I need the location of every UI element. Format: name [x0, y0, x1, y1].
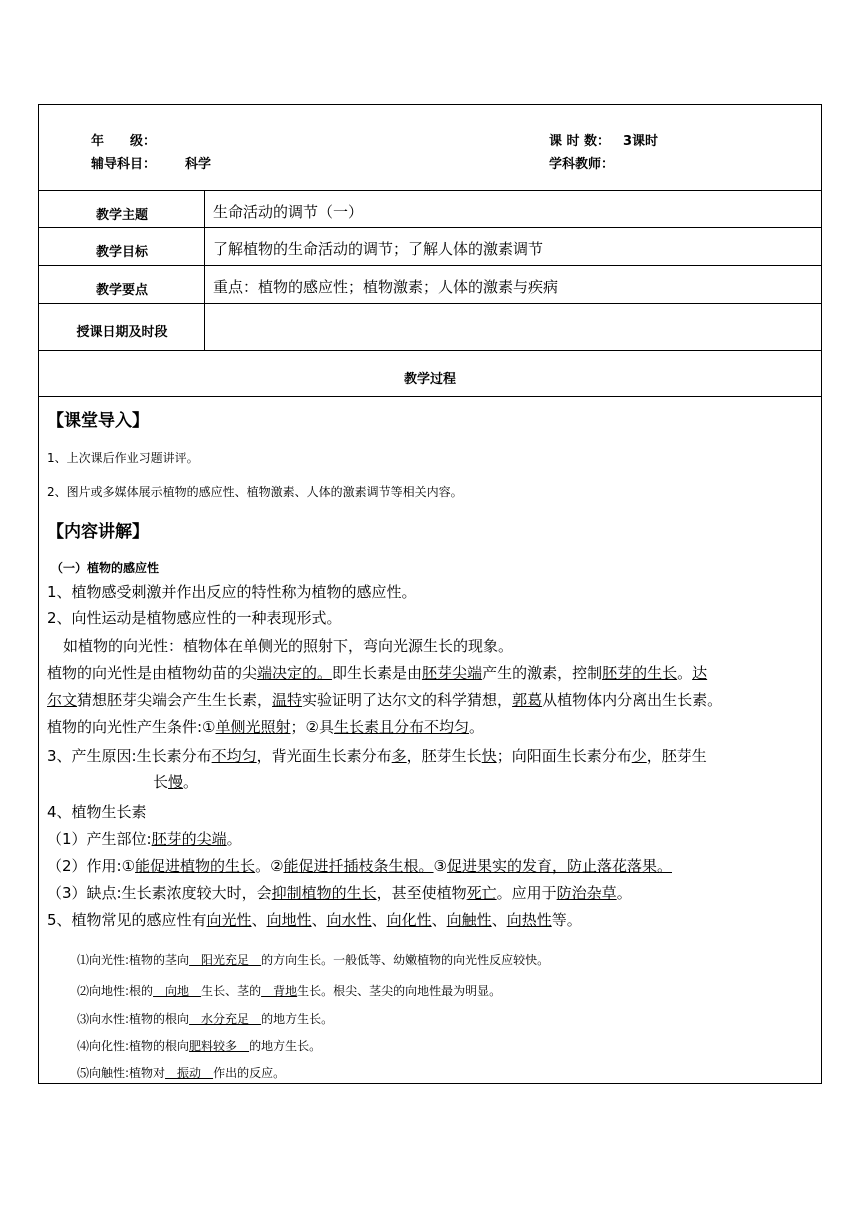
subject-value: 科学	[185, 157, 212, 172]
paragraph: 如植物的向光性：植物体在单侧光的照射下，弯向光源生长的现象。	[63, 637, 514, 655]
divider	[39, 265, 821, 266]
content-title: 【内容讲解】	[47, 522, 149, 542]
intro-item: 1、上次课后作业习题讲评。	[47, 451, 199, 465]
paragraph: （3）缺点:生长素浓度较大时，会抑制植物的生长，甚至使植物死亡。应用于防治杂草。	[47, 884, 632, 902]
row-label-goal: 教学目标	[95, 245, 148, 260]
divider	[39, 227, 821, 228]
list-item: ⑸向触性:植物对 振动 作出的反应。	[77, 1066, 286, 1080]
section-subtitle: （一）植物的感应性	[51, 561, 160, 575]
paragraph: （1）产生部位:胚芽的尖端。	[47, 830, 242, 848]
paragraph: 植物的向光性是由植物幼苗的尖端决定的。即生长素是由胚芽尖端产生的激素，控制胚芽的生长。达	[47, 664, 708, 682]
paragraph: 5、植物常见的感应性有向光性、向地性、向水性、向化性、向触性、向热性等。	[47, 911, 582, 929]
intro-title: 【课堂导入】	[47, 411, 149, 431]
list-item: ⑵向地性:根的 向地 生长、茎的 背地生长。根尖、茎尖的向地性最为明显。	[77, 984, 502, 998]
list-item: ⑷向化性:植物的根向肥料较多 的地方生长。	[77, 1039, 322, 1053]
intro-item: 2、图片或多媒体展示植物的感应性、植物激素、人体的激素调节等相关内容。	[47, 485, 463, 499]
teacher-label: 学科教师：	[549, 157, 615, 172]
row-value-goal: 了解植物的生命活动的调节；了解人体的激素调节	[213, 240, 544, 258]
list-item: ⑶向水性:植物的根向 水分充足 的地方生长。	[77, 1012, 334, 1026]
grade-label: 年 级：	[91, 134, 157, 149]
paragraph: 1、植物感受刺激并作出反应的特性称为植物的感应性。	[47, 583, 417, 601]
divider	[39, 350, 821, 351]
divider	[39, 190, 821, 191]
paragraph: （2）作用:①能促进植物的生长。②能促进扦插枝条生根。③促进果实的发育，防止落花落果。	[47, 857, 672, 875]
paragraph: 2、向性运动是植物感应性的一种表现形式。	[47, 609, 342, 627]
hours-label: 课 时 数：	[549, 134, 611, 149]
process-title: 教学过程	[403, 372, 456, 387]
hours-value: 3课时	[623, 134, 659, 149]
row-value-topic: 生命活动的调节（一）	[213, 203, 364, 221]
paragraph: 4、植物生长素	[47, 803, 147, 821]
list-item: ⑴向光性:植物的茎向 阳光充足 的方向生长。一般低等、幼嫩植物的向光性反应较快。	[77, 953, 550, 967]
paragraph: 尔文猜想胚芽尖端会产生生长素，温特实验证明了达尔文的科学猜想，郭葛从植物体内分离出生长素。	[47, 691, 723, 709]
divider	[39, 396, 821, 397]
paragraph: 3、产生原因:生长素分布不均匀，背光面生长素分布多，胚芽生长快；向阳面生长素分布少，胚芽生	[47, 747, 707, 765]
row-value-keypoints: 重点：植物的感应性；植物激素；人体的激素与疾病	[213, 278, 559, 296]
paragraph: 植物的向光性产生条件:①单侧光照射；②具生长素且分布不均匀。	[47, 718, 485, 736]
row-label-keypoints: 教学要点	[95, 283, 148, 298]
subject-label: 辅导科目：	[91, 157, 157, 172]
lesson-plan-table	[38, 104, 822, 1084]
divider	[39, 303, 821, 304]
paragraph: 长慢。	[153, 773, 199, 791]
row-label-topic: 教学主题	[95, 208, 148, 223]
row-label-date: 授课日期及时段	[76, 325, 168, 340]
